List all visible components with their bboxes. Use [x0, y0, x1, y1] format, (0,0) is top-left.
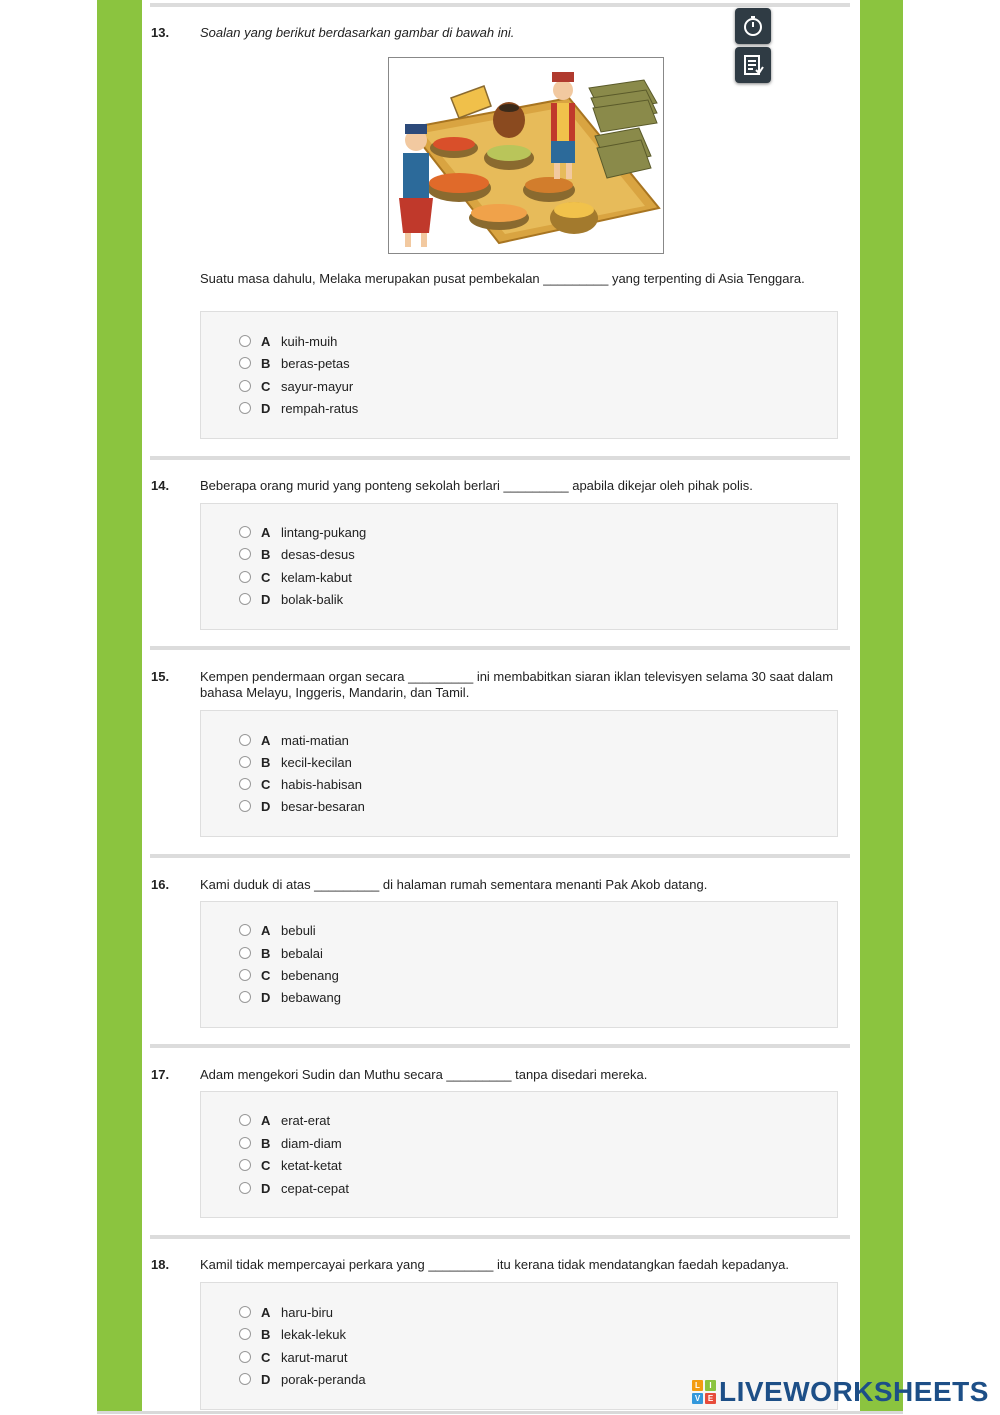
- option-letter: B: [261, 754, 271, 770]
- option-letter: B: [261, 355, 271, 371]
- question-number: 13.: [151, 25, 170, 40]
- question-number: 17.: [151, 1067, 170, 1082]
- option-b[interactable]: [239, 945, 323, 961]
- option-letter: A: [261, 524, 271, 540]
- option-c[interactable]: [239, 378, 353, 394]
- radio-button[interactable]: [239, 380, 251, 392]
- left-border-bar: [97, 0, 142, 1413]
- option-text: ketat-ketat: [281, 1157, 342, 1173]
- option-text: besar-besaran: [281, 798, 365, 814]
- liveworksheets-logo[interactable]: [692, 1374, 989, 1410]
- question-text: Beberapa orang murid yang ponteng sekolah berlari _________ apabila dikejar oleh pihak polis.: [200, 478, 753, 493]
- option-text: mati-matian: [281, 732, 349, 748]
- radio-button[interactable]: [239, 593, 251, 605]
- question-separator: [150, 1044, 850, 1048]
- question-text: Kamil tidak mempercayai perkara yang _________ itu kerana tidak mendatangkan faedah kepadanya.: [200, 1257, 789, 1272]
- question-text: Adam mengekori Sudin dan Muthu secara _________ tanpa disedari mereka.: [200, 1067, 648, 1082]
- option-text: porak-peranda: [281, 1371, 366, 1387]
- logo-mark-letter: V: [692, 1393, 703, 1404]
- option-letter: C: [261, 378, 271, 394]
- option-text: erat-erat: [281, 1112, 331, 1128]
- radio-button[interactable]: [239, 947, 251, 959]
- question-separator: [150, 456, 850, 460]
- logo-mark-icon: [692, 1380, 716, 1404]
- options-box: [200, 311, 838, 439]
- option-c[interactable]: [239, 1157, 342, 1173]
- option-letter: C: [261, 1349, 271, 1365]
- radio-button[interactable]: [239, 1351, 251, 1363]
- option-text: kecil-kecilan: [281, 754, 352, 770]
- option-d[interactable]: [239, 1180, 349, 1196]
- option-b[interactable]: [239, 754, 352, 770]
- radio-button[interactable]: [239, 335, 251, 347]
- option-letter: D: [261, 1371, 271, 1387]
- radio-button[interactable]: [239, 1114, 251, 1126]
- option-text: lintang-pukang: [281, 524, 367, 540]
- option-text: kuih-muih: [281, 333, 338, 349]
- option-letter: A: [261, 333, 271, 349]
- option-text: desas-desus: [281, 546, 355, 562]
- radio-button[interactable]: [239, 734, 251, 746]
- option-d[interactable]: [239, 1371, 366, 1387]
- right-border-bar: [860, 0, 903, 1413]
- logo-text: LIVEWORKSHEETS: [719, 1376, 989, 1407]
- option-letter: D: [261, 798, 271, 814]
- question-number: 14.: [151, 478, 170, 493]
- option-letter: C: [261, 1157, 271, 1173]
- question-separator: [150, 854, 850, 858]
- question-separator: [150, 1235, 850, 1239]
- option-a[interactable]: [239, 922, 316, 938]
- radio-button[interactable]: [239, 756, 251, 768]
- timer-icon: [741, 14, 765, 38]
- option-text: bebawang: [281, 989, 341, 1005]
- option-c[interactable]: [239, 569, 352, 585]
- option-text: bolak-balik: [281, 591, 344, 607]
- option-d[interactable]: [239, 400, 358, 416]
- options-box: [200, 1091, 838, 1218]
- option-text: cepat-cepat: [281, 1180, 349, 1196]
- option-letter: A: [261, 732, 271, 748]
- notes-icon: [741, 53, 765, 77]
- logo-mark-letter: E: [705, 1393, 716, 1404]
- question-stem: Suatu masa dahulu, Melaka merupakan pusat pembekalan _________ yang terpenting di Asia Tenggara.: [200, 271, 805, 286]
- option-a[interactable]: [239, 1304, 333, 1320]
- radio-button[interactable]: [239, 1159, 251, 1171]
- option-c[interactable]: [239, 967, 339, 983]
- radio-button[interactable]: [239, 800, 251, 812]
- option-text: rempah-ratus: [281, 400, 359, 416]
- option-letter: B: [261, 1135, 271, 1151]
- option-a[interactable]: [239, 333, 337, 349]
- question-separator: [150, 3, 850, 7]
- question-number: 16.: [151, 877, 170, 892]
- radio-button[interactable]: [239, 1328, 251, 1340]
- option-letter: B: [261, 546, 271, 562]
- option-text: haru-biru: [281, 1304, 334, 1320]
- radio-button[interactable]: [239, 778, 251, 790]
- options-box: [200, 503, 838, 630]
- option-letter: A: [261, 1112, 271, 1128]
- option-b[interactable]: [239, 1326, 346, 1342]
- option-c[interactable]: [239, 1349, 347, 1365]
- option-letter: D: [261, 400, 271, 416]
- timer-button[interactable]: [735, 8, 771, 44]
- option-a[interactable]: [239, 1112, 330, 1128]
- option-letter: C: [261, 569, 271, 585]
- option-b[interactable]: [239, 355, 350, 371]
- notes-button[interactable]: [735, 47, 771, 83]
- page-bottom-edge: [97, 1411, 903, 1414]
- option-text: bebenang: [281, 967, 339, 983]
- radio-button[interactable]: [239, 1137, 251, 1149]
- question-number: 18.: [151, 1257, 170, 1272]
- option-text: karut-marut: [281, 1349, 348, 1365]
- radio-button[interactable]: [239, 526, 251, 538]
- option-letter: D: [261, 989, 271, 1005]
- option-letter: D: [261, 591, 271, 607]
- option-d[interactable]: [239, 989, 341, 1005]
- option-b[interactable]: [239, 1135, 342, 1151]
- option-text: diam-diam: [281, 1135, 342, 1151]
- option-d[interactable]: [239, 591, 343, 607]
- question-number: 15.: [151, 669, 170, 684]
- option-c[interactable]: [239, 776, 362, 792]
- radio-button[interactable]: [239, 924, 251, 936]
- market-illustration: [388, 57, 664, 254]
- option-d[interactable]: [239, 798, 365, 814]
- logo-mark-letter: I: [705, 1380, 716, 1391]
- radio-button[interactable]: [239, 571, 251, 583]
- radio-button[interactable]: [239, 991, 251, 1003]
- option-a[interactable]: [239, 524, 366, 540]
- option-letter: B: [261, 1326, 271, 1342]
- option-text: bebuli: [281, 922, 316, 938]
- option-letter: A: [261, 1304, 271, 1320]
- option-letter: B: [261, 945, 271, 961]
- question-text: Kempen pendermaan organ secara _________ ini membabitkan siaran iklan televisyen selama 30 saat dalam bahasa Melayu, Inggeris, Mandarin, dan Tamil.: [200, 669, 834, 700]
- radio-button[interactable]: [239, 357, 251, 369]
- logo-mark-letter: L: [692, 1380, 703, 1391]
- option-letter: A: [261, 922, 271, 938]
- option-letter: D: [261, 1180, 271, 1196]
- option-letter: C: [261, 776, 271, 792]
- option-text: kelam-kabut: [281, 569, 352, 585]
- option-letter: C: [261, 967, 271, 983]
- option-a[interactable]: [239, 732, 349, 748]
- options-box: [200, 710, 838, 837]
- radio-button[interactable]: [239, 548, 251, 560]
- radio-button[interactable]: [239, 969, 251, 981]
- radio-button[interactable]: [239, 1306, 251, 1318]
- option-text: beras-petas: [281, 355, 350, 371]
- options-box: [200, 901, 838, 1028]
- question-text: Kami duduk di atas _________ di halaman rumah sementara menanti Pak Akob datang.: [200, 877, 708, 892]
- option-text: sayur-mayur: [281, 378, 354, 394]
- question-separator: [150, 646, 850, 650]
- radio-button[interactable]: [239, 402, 251, 414]
- radio-button[interactable]: [239, 1182, 251, 1194]
- question-instruction: Soalan yang berikut berdasarkan gambar di bawah ini.: [200, 25, 515, 40]
- option-text: bebalai: [281, 945, 323, 961]
- option-text: lekak-lekuk: [281, 1326, 347, 1342]
- option-text: habis-habisan: [281, 776, 362, 792]
- radio-button[interactable]: [239, 1373, 251, 1385]
- option-b[interactable]: [239, 546, 355, 562]
